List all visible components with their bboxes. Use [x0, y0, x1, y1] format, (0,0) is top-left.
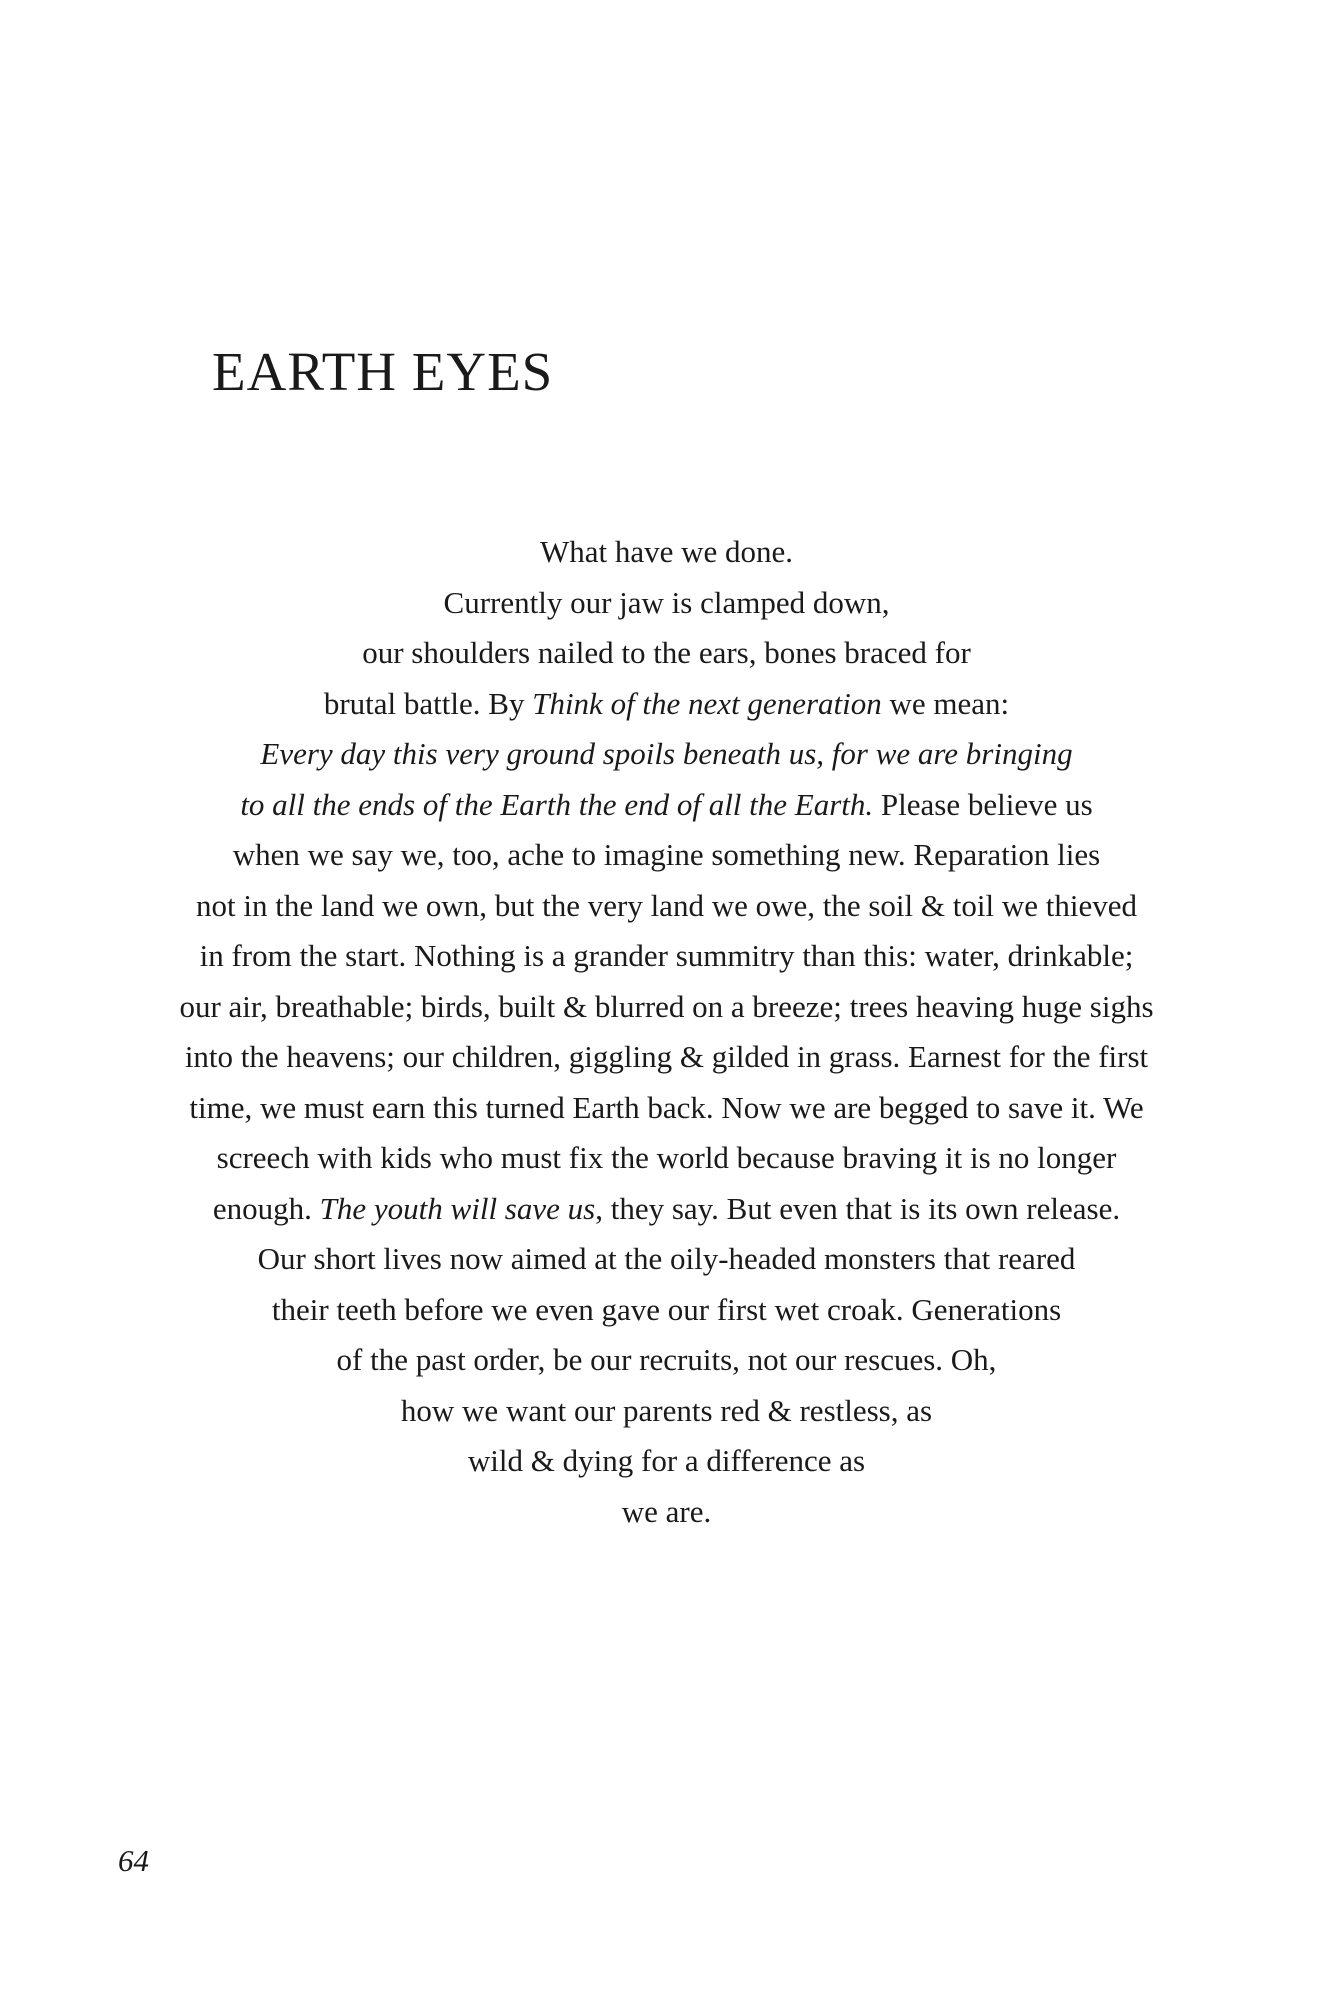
poem-line — [130, 1335, 1203, 1386]
poem-line — [130, 830, 1203, 881]
line-text: our air, breathable; birds, built & blurred on a breeze; trees heaving huge sighs — [179, 988, 1154, 1024]
line-text: we are. — [621, 1493, 712, 1529]
line-text: enough. — [212, 1190, 320, 1226]
line-text: time, we must earn this turned Earth back. Now we are begged to save it. We — [189, 1089, 1144, 1125]
italic-phrase: Every day this very ground spoils beneath us, for we are bringing — [260, 736, 1073, 771]
line-text: Our short lives now aimed at the oily-headed monsters that reared — [257, 1241, 1076, 1276]
poem-line — [130, 527, 1203, 578]
poem-line — [130, 1386, 1203, 1437]
poem-line — [130, 881, 1203, 932]
italic-phrase: The youth will save us — [319, 1190, 596, 1226]
poem-line — [130, 1436, 1203, 1487]
poem-line — [130, 1487, 1203, 1538]
line-text: brutal battle. By — [323, 685, 533, 721]
poem-title: EARTH EYES — [212, 341, 554, 402]
line-text: their teeth before we even gave our first wet croak. Generations — [271, 1291, 1062, 1327]
poem-body — [130, 527, 1203, 1537]
poem-line — [130, 1032, 1203, 1083]
italic-phrase: to all the ends of the Earth the end of all the Earth. — [240, 786, 874, 822]
line-text: of the past order, be our recruits, not our rescues. Oh, — [336, 1342, 997, 1377]
line-text: how we want our parents red & restless, as — [400, 1392, 933, 1428]
line-text: Please believe us — [873, 786, 1093, 822]
poem-line — [130, 628, 1203, 679]
poem-line — [130, 729, 1203, 780]
line-text: not in the land we own, but the very land we owe, the soil & toil we thieved — [196, 887, 1137, 923]
line-text: in from the start. Nothing is a grander summitry than this: water, drinkable; — [199, 938, 1134, 973]
poem-line — [130, 679, 1203, 730]
line-text: into the heavens; our children, giggling & gilded in grass. Earnest for the first — [184, 1039, 1149, 1074]
line-text: when we say we, too, ache to imagine something new. Reparation lies — [232, 837, 1101, 872]
poem-line — [130, 1133, 1203, 1184]
poem-line — [130, 1184, 1203, 1235]
poem-line — [130, 1083, 1203, 1134]
line-text: our shoulders nailed to the ears, bones braced for — [362, 635, 971, 670]
line-text: What have we done. — [539, 534, 794, 569]
italic-phrase: Think of the next generation — [532, 685, 882, 721]
page-number: 64 — [118, 1843, 149, 1878]
line-text: we mean: — [881, 685, 1010, 721]
poem-line — [130, 982, 1203, 1033]
poem-line — [130, 1285, 1203, 1336]
poem-line — [130, 578, 1203, 629]
line-text: , they say. But even that is its own release. — [595, 1190, 1121, 1226]
line-text: wild & dying for a difference as — [467, 1443, 866, 1478]
poem-line — [130, 780, 1203, 831]
poem-line — [130, 931, 1203, 982]
line-text: screech with kids who must fix the world because braving it is no longer — [216, 1140, 1117, 1175]
poem-line — [130, 1234, 1203, 1285]
line-text: Currently our jaw is clamped down, — [443, 584, 890, 620]
